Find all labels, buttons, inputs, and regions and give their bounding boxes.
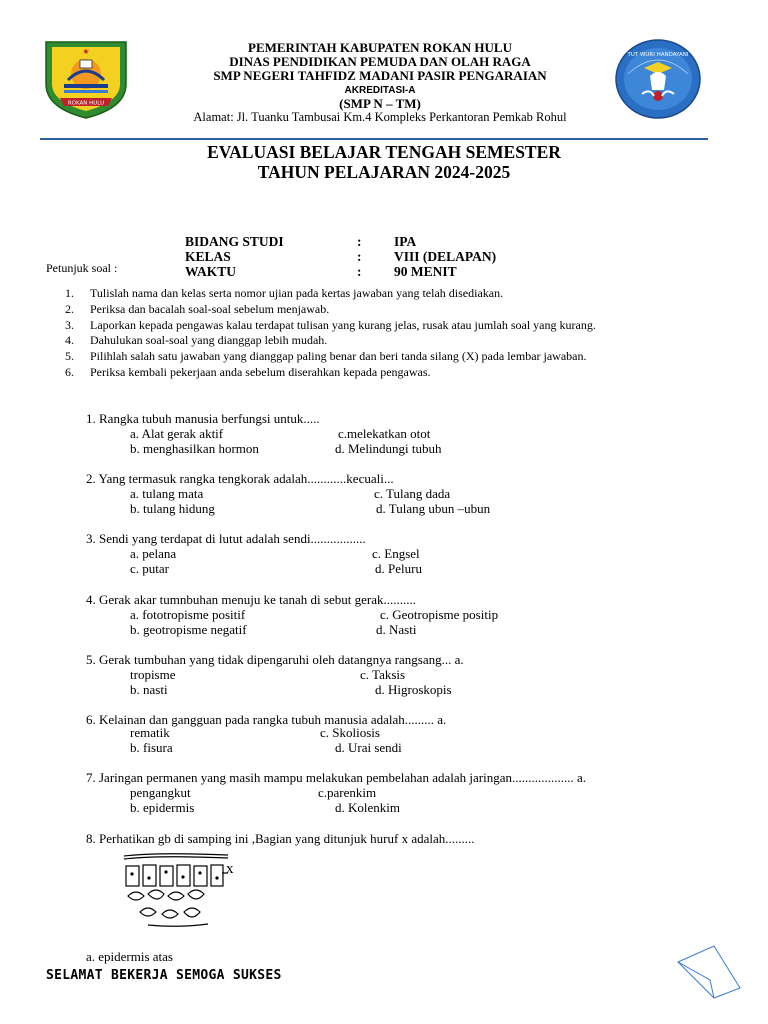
- question-2: 2. Yang termasuk rangka tengkorak adalah............kecuali...: [86, 471, 394, 486]
- q7-option-a: pengangkut: [130, 785, 191, 800]
- q3-option-c: c. Engsel: [372, 546, 420, 561]
- header-address: Alamat: Jl. Tuanku Tambusai Km.4 Kompleks Perkantoran Pemkab Rohul: [193, 110, 567, 124]
- exam-title: EVALUASI BELAJAR TENGAH SEMESTER: [207, 142, 561, 162]
- q4-option-d: d. Nasti: [376, 622, 417, 637]
- q7-option-c: c.parenkim: [318, 785, 377, 800]
- instruction-item: 6. Periksa kembali pekerjaan anda sebelum diserahkan kepada pengawas.: [65, 364, 431, 379]
- q6-option-d: d. Urai sendi: [335, 740, 402, 755]
- instructions-label: Petunjuk soal :: [46, 261, 118, 275]
- q2-option-b: b. tulang hidung: [130, 501, 215, 516]
- question-5: 5. Gerak tumbuhan yang tidak dipengaruhi oleh datangnya rangsang... a.: [86, 652, 464, 667]
- question-4: 4. Gerak akar tumnbuhan menuju ke tanah di sebut gerak..........: [86, 592, 416, 607]
- instruction-item: 2. Periksa dan bacalah soal-soal sebelum menjawab.: [65, 301, 330, 316]
- q2-option-c: c. Tulang dada: [374, 486, 451, 501]
- svg-text:★: ★: [82, 47, 90, 56]
- instruction-item: 3. Laporkan kepada pengawas kalau terdapat tulisan yang kurang jelas, rusak atau jumlah soal yang kurang.: [65, 317, 596, 332]
- info-sep-subject: :: [357, 234, 362, 249]
- q6-option-a: rematik: [130, 725, 170, 740]
- question-3: 3. Sendi yang terdapat di lutut adalah sendi.................: [86, 531, 366, 546]
- q4-option-a: a. fototropisme positif: [130, 607, 246, 622]
- q5-option-d: d. Higroskopis: [375, 682, 452, 697]
- q8-option-a: a. epidermis atas: [86, 949, 173, 964]
- tut-wuri-handayani-logo: [614, 38, 702, 120]
- instruction-item: 4. Dahulukan soal-soal yang dianggap lebih mudah.: [65, 333, 328, 348]
- header-school-name: SMP NEGERI TAHFIDZ MADANI PASIR PENGARAIAN: [213, 68, 547, 83]
- info-value-time: 90 MENIT: [394, 264, 457, 279]
- footer-message: SELAMAT BEKERJA SEMOGA SUKSES: [46, 968, 282, 983]
- question-1: 1. Rangka tubuh manusia berfungsi untuk.....: [86, 411, 320, 426]
- q4-option-c: c. Geotropisme positip: [380, 607, 499, 622]
- tut-wuri-text: TUT WURI HANDAYANI: [627, 52, 689, 58]
- question-8: 8. Perhatikan gb di samping ini ,Bagian yang ditunjuk huruf x adalah.........: [86, 831, 475, 846]
- figure-x-label: x: [226, 861, 234, 877]
- instruction-item: 5. Pilihlah salah satu jawaban yang dianggap paling benar dan beri tanda silang (X) pada lembar jawaban.: [65, 349, 587, 364]
- info-value-class: VIII (DELAPAN): [394, 249, 497, 264]
- header-school-abbr: (SMP N – TM): [339, 96, 421, 111]
- info-sep-time: :: [357, 264, 362, 279]
- header-government: PEMERINTAH KABUPATEN ROKAN HULU: [248, 40, 512, 55]
- q1-option-c: c.melekatkan otot: [338, 426, 431, 441]
- q4-option-b: b. geotropisme negatif: [130, 622, 247, 637]
- q3-option-d: d. Peluru: [375, 561, 422, 576]
- page-corner-icon: [674, 944, 744, 1000]
- instruction-item: 1. Tulislah nama dan kelas serta nomor ujian pada kertas jawaban yang telah disediakan.: [65, 286, 504, 300]
- rokan-hulu-logo: [42, 40, 130, 120]
- header-accreditation: AKREDITASI-A: [344, 85, 416, 96]
- q7-option-b: b. epidermis: [130, 800, 195, 815]
- question-6: 6. Kelainan dan gangguan pada rangka tubuh manusia adalah......... a.: [86, 712, 447, 727]
- q1-option-a: a. Alat gerak aktif: [130, 426, 224, 441]
- q2-option-a: a. tulang mata: [130, 486, 204, 501]
- q3-option-a: a. pelana: [130, 546, 177, 561]
- q1-option-d: d. Melindungi tubuh: [335, 441, 442, 456]
- question-7: 7. Jaringan permanen yang masih mampu melakukan pembelahan adalah jaringan................... a.: [86, 770, 586, 785]
- header-department: DINAS PENDIDIKAN PEMUDA DAN OLAH RAGA: [229, 54, 531, 69]
- q6-option-c: c. Skoliosis: [320, 725, 380, 740]
- instructions-list: [65, 286, 705, 381]
- info-label-class: KELAS: [185, 249, 231, 264]
- info-label-subject: BIDANG STUDI: [185, 234, 284, 249]
- rokan-hulu-logo-text: ROKAN HULU: [67, 100, 105, 107]
- info-value-subject: IPA: [394, 234, 417, 249]
- q1-option-b: b. menghasilkan hormon: [130, 441, 259, 456]
- q6-option-b: b. fisura: [130, 740, 173, 755]
- exam-year: TAHUN PELAJARAN 2024-2025: [257, 162, 511, 182]
- info-sep-class: :: [357, 249, 362, 264]
- q2-option-d: d. Tulang ubun –ubun: [376, 501, 491, 516]
- header-divider: [40, 138, 708, 140]
- q7-option-d: d. Kolenkim: [335, 800, 400, 815]
- q5-option-c: c. Taksis: [360, 667, 406, 682]
- q5-option-b: b. nasti: [130, 682, 168, 697]
- q5-option-a: tropisme: [130, 667, 176, 682]
- q3-option-b: c. putar: [130, 561, 169, 576]
- info-label-time: WAKTU: [185, 264, 237, 279]
